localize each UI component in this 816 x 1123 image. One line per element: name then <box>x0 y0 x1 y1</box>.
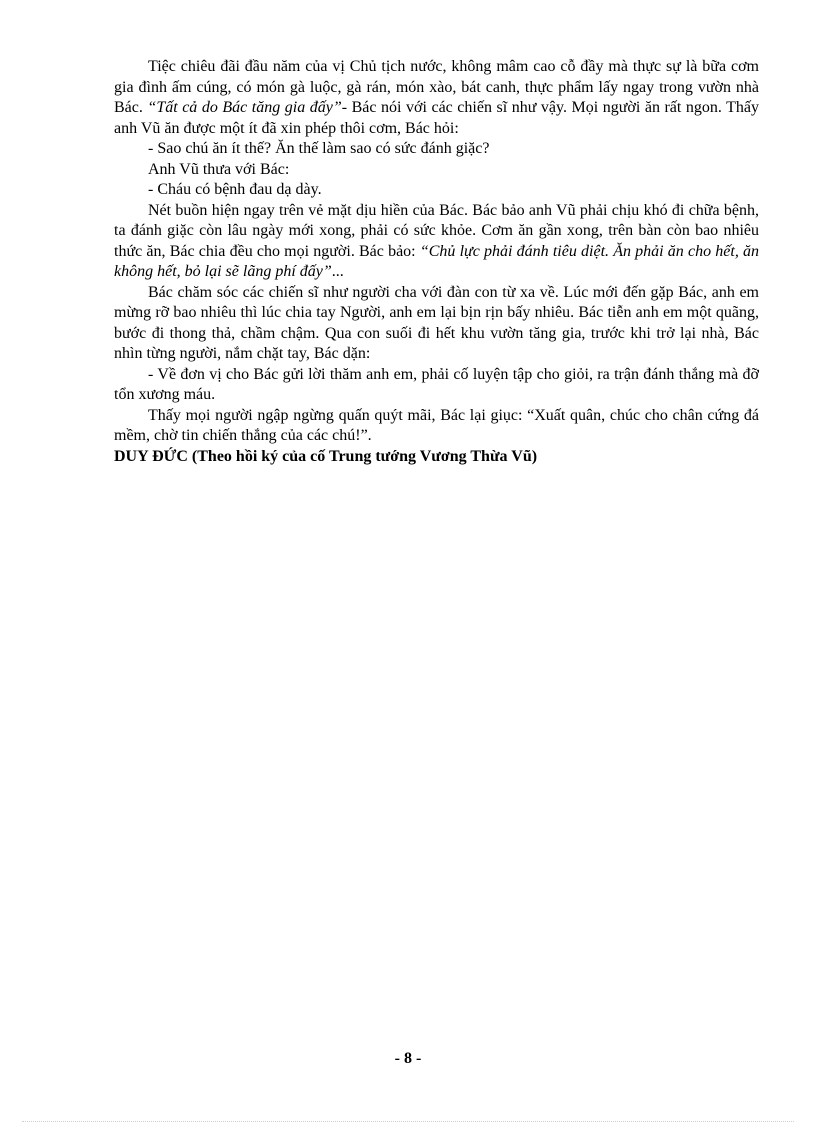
dialogue-line-1: - Sao chú ăn ít thế? Ăn thế làm sao có sức đánh giặc? <box>148 140 490 157</box>
paragraph-1-quote: “Tất cả do Bác tăng gia đấy” <box>147 99 342 116</box>
paragraph-3-quote: “Chủ lực phải đánh tiêu diệt. Ăn phải ăn cho hết, ăn không hết, bỏ lại sẽ lãng phí đấy” <box>114 242 760 280</box>
dialogue-line-2: - Cháu có bệnh đau dạ dày. <box>148 181 322 198</box>
paragraph-3-text-a: Nét buồn hiện ngay trên vẻ mặt dịu hiền của Bác. Bác bảo anh Vũ phải chịu khó đi chữa bệnh, ta đánh giặc còn lâu ngày mới xong, phải có sức khỏe. Cơm ăn gần xong, trên bàn còn bao nhiêu thức ăn, Bác chia đều cho mọi người. Bác bảo: <box>114 201 759 260</box>
document-body <box>114 57 759 467</box>
paragraph-1-text-a: Tiệc chiêu đãi đầu năm của vị Chủ tịch nước, không mâm cao cỗ đầy mà thực sự là bữa cơm gia đình ấm cúng, có món gà luộc, gà rán, món xào, bát canh, thực phẩm lấy ngay trong vườn nhà Bác. <box>114 58 759 116</box>
paragraph-3 <box>114 201 759 283</box>
paragraph-5: Thấy mọi người ngập ngừng quấn quýt mãi, Bác lại giục: “Xuất quân, chúc cho chân cứng đá mềm, chờ tin chiến thắng của các chú!”. <box>114 406 759 444</box>
paragraph-4: Bác chăm sóc các chiến sĩ như người cha với đàn con từ xa về. Lúc mới đến gặp Bác, anh em mừng rỡ bao nhiêu thì lúc chia tay Người, anh em lại bịn rịn bấy nhiêu. Bác tiễn anh em một quãng, bước đi thong thả, chầm chậm. Qua con suối đi hết khu vườn tăng gia, trước khi trở lại nhà, Bác nhìn từng người, nắm chặt tay, Bác dặn: <box>114 283 759 362</box>
page-bottom-divider <box>22 1121 794 1122</box>
page-number: - 8 - <box>394 1050 422 1067</box>
paragraph-3-text-b: ... <box>331 263 344 280</box>
paragraph-2: Anh Vũ thưa với Bác: <box>148 160 290 178</box>
dialogue-line-3: - Về đơn vị cho Bác gửi lời thăm anh em, phải cố luyện tập cho giỏi, ra trận đánh thắng mà đỡ tổn xương máu. <box>114 365 759 403</box>
paragraph-1 <box>114 57 759 139</box>
author-signature: DUY ĐỨC (Theo hồi ký của cố Trung tướng Vương Thừa Vũ) <box>114 447 538 465</box>
paragraph-1-text-b: - Bác nói với các chiến sĩ như vậy. Mọi người ăn rất ngon. Thấy anh Vũ ăn được một ít đã xin phép thôi cơm, Bác hỏi: <box>114 99 760 137</box>
